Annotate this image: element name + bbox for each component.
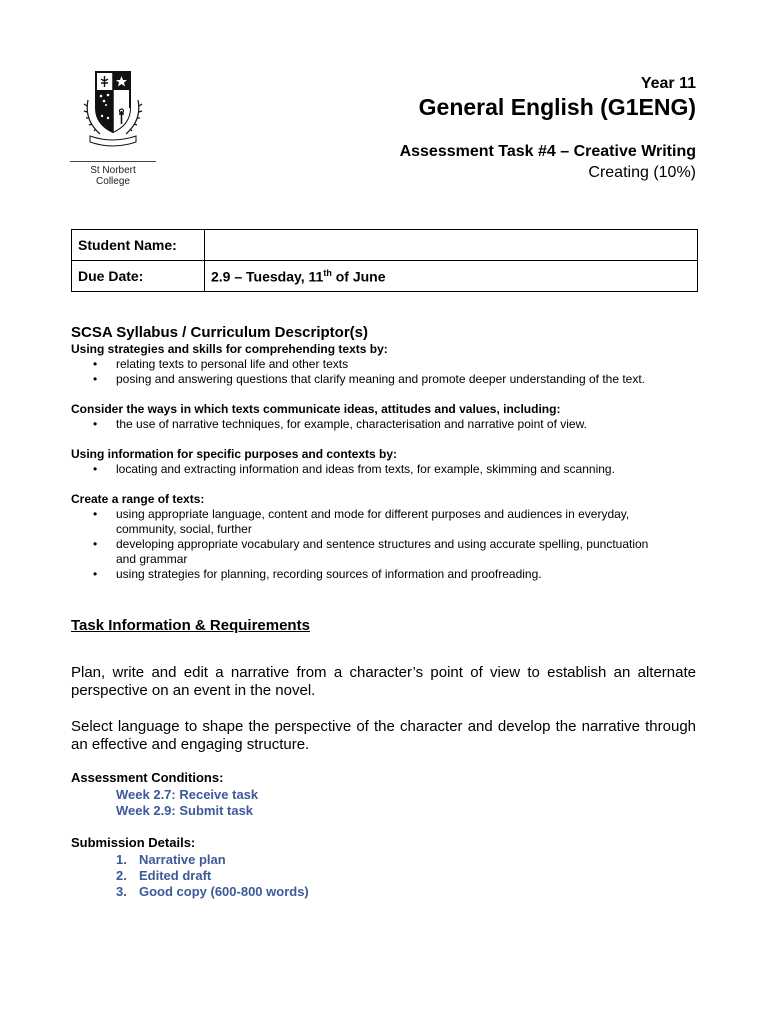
descriptor-heading: Using strategies and skills for comprehending texts by:: [71, 342, 388, 356]
syllabus-title: SCSA Syllabus / Curriculum Descriptor(s): [71, 324, 369, 341]
conditions-heading: Assessment Conditions:: [71, 770, 224, 785]
list-item: • posing and answering questions that clarify meaning and promote deeper understanding of the text.: [93, 372, 646, 386]
due-date-suffix: of June: [331, 268, 386, 285]
descriptor-heading: Create a range of texts:: [71, 492, 205, 506]
college-logo: [70, 70, 156, 187]
list-item: Week 2.9: Submit task: [116, 803, 254, 818]
syllabus-section: [71, 324, 701, 597]
descriptor-group: [71, 492, 701, 582]
descriptor-group: [71, 447, 701, 477]
due-date-ordinal: th: [323, 267, 332, 278]
table-row: [72, 261, 698, 292]
task-paragraph: Select language to shape the perspective of the character and develop the narrative through an effective and engaging structure.: [71, 718, 696, 753]
task-paragraph: Plan, write and edit a narrative from a character’s point of view to establish an alternate perspective on an event in the novel.: [71, 664, 696, 699]
list-item: 3. Good copy (600-800 words): [116, 884, 309, 899]
list-item: • using strategies for planning, recording sources of information and proofreading.: [93, 567, 542, 581]
list-item: 2. Edited draft: [116, 868, 212, 883]
conditions-list: [116, 787, 258, 819]
student-name-field[interactable]: [205, 230, 698, 261]
descriptor-heading: Consider the ways in which texts communicate ideas, attitudes and values, including:: [71, 402, 561, 416]
logo-divider: [70, 161, 156, 162]
list-item: • relating texts to personal life and other texts: [93, 357, 349, 371]
list-item: • the use of narrative techniques, for example, characterisation and narrative point of view.: [93, 417, 587, 431]
submission-list: [116, 852, 309, 900]
descriptor-heading: Using information for specific purposes and contexts by:: [71, 447, 398, 461]
year-label: Year 11: [640, 75, 696, 92]
list-item: • locating and extracting information and ideas from texts, for example, skimming and scanning.: [93, 462, 615, 476]
due-date-label: Due Date:: [72, 261, 205, 292]
student-name-label: Student Name:: [72, 230, 205, 261]
list-item: Week 2.7: Receive task: [116, 787, 259, 802]
due-date-prefix: 2.9 – Tuesday, 11: [211, 268, 324, 285]
task-title: Assessment Task #4 – Creative Writing: [399, 143, 696, 160]
student-info-table: [71, 229, 698, 292]
list-item: • using appropriate language, content and mode for different purposes and audiences in everyday, community, social, further: [93, 507, 630, 536]
due-date-value: [205, 261, 698, 292]
task-weighting: Creating (10%): [588, 164, 696, 181]
course-title: General English (G1ENG): [418, 94, 696, 120]
list-item: • developing appropriate vocabulary and sentence structures and using accurate spelling, punctuation and grammar: [93, 537, 649, 566]
task-info-heading: Task Information & Requirements: [71, 617, 310, 634]
college-name-line2: College: [96, 176, 130, 187]
descriptor-group: [71, 402, 701, 432]
crest-icon: [78, 70, 148, 148]
descriptor-group: [71, 342, 701, 387]
college-name-line1: St Norbert: [90, 165, 136, 176]
submission-heading: Submission Details:: [71, 835, 196, 850]
list-item: 1. Narrative plan: [116, 852, 226, 867]
table-row: [72, 230, 698, 261]
